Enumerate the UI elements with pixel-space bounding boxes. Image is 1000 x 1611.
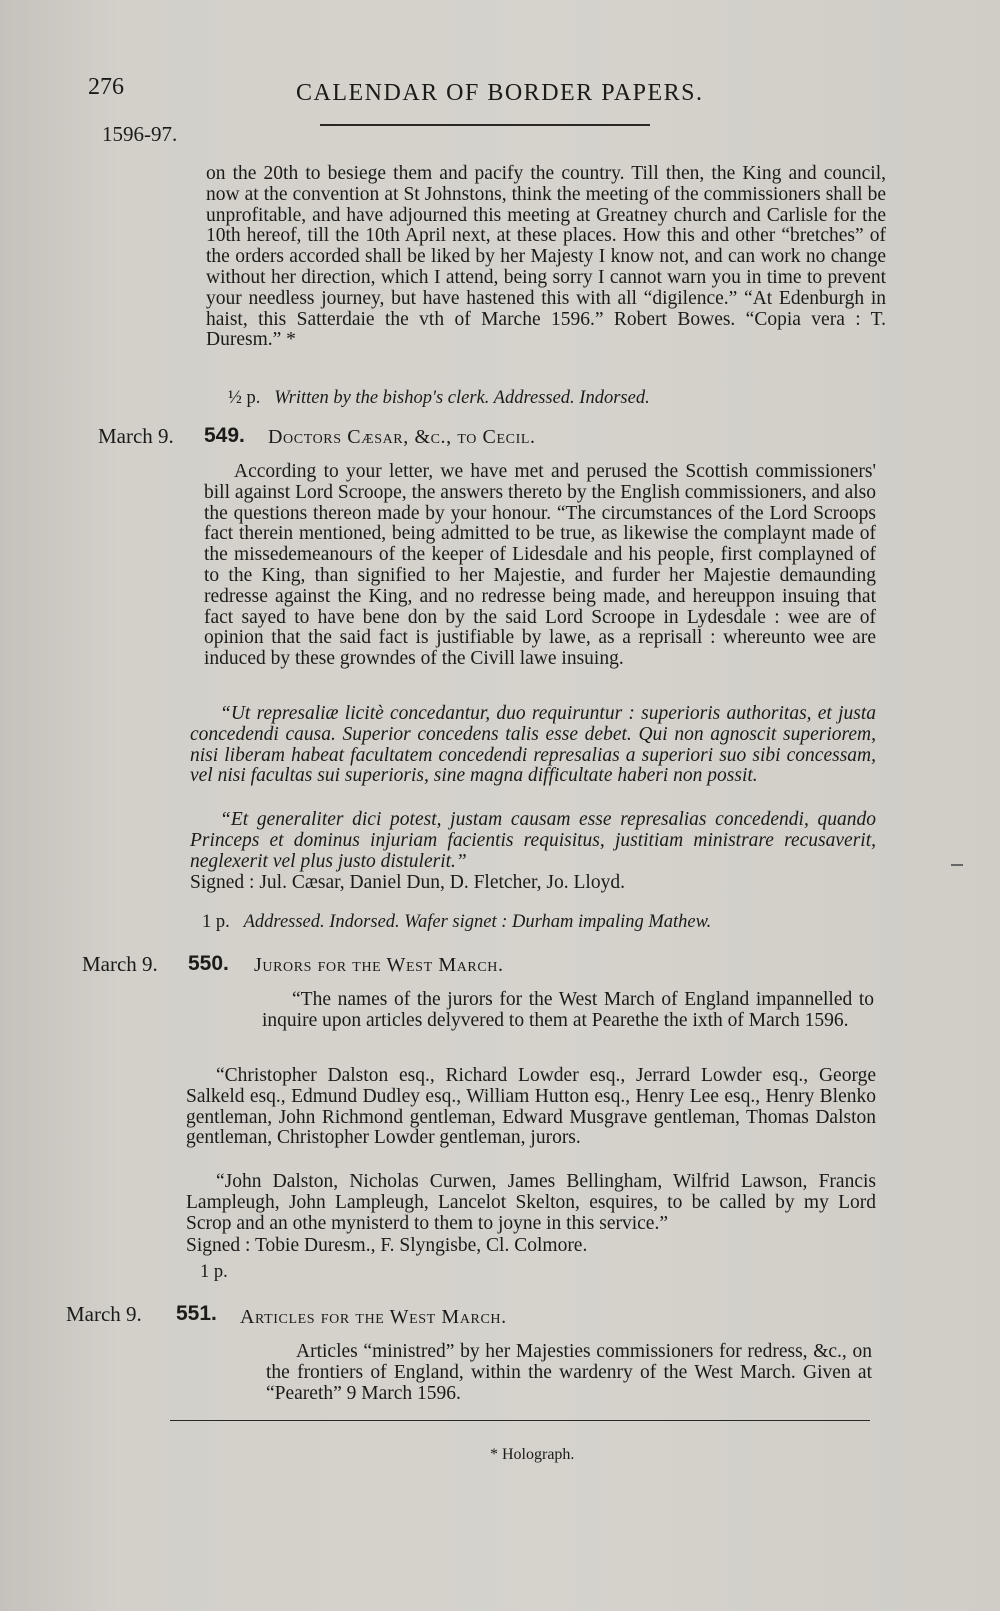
entry-paragraph: Articles “ministred” by her Majesties commissioners for redress, &c., on the frontiers of England, within the wardenry of the West March. Given at “Peareth” 9 March 1596. [266,1341,872,1404]
header-rule [320,124,650,126]
margin-mark [951,864,963,866]
juror-list: “Christopher Dalston esq., Richard Lowder esq., Jerrard Lowder esq., George Salkeld esq., Edmund Dudley esq., William Hutton esq., Henry Lee esq., Henry Blenko gentleman, John Richmond gentleman, Edward Musgrave gentleman, Thomas Dalston gentleman, Christopher Lowder gentleman, jurors. [186,1065,876,1149]
latin-quotation: “Et generaliter dici potest, justam causam esse represalias concedendi, quando Princeps et dominus injuriam facientis requisitus, justitiam ministrare recusaverit, neglexerit vel plus justo distulerit.” [190,809,876,872]
entry-number: 549. [204,424,245,447]
entry-note [200,1262,228,1283]
running-title: CALENDAR OF BORDER PAPERS. [296,80,704,106]
entry-note [202,912,711,933]
entry-paragraph: “John Dalston, Nicholas Curwen, James Bellingham, Wilfrid Lawson, Francis Lampleugh, John Lampleugh, Lancelot Skelton, esquires, to be called by my Lord Scrop and an othe mynisterd to them to joyne in this service.” [186,1171,876,1234]
signatories: Signed : Jul. Cæsar, Daniel Dun, D. Fletcher, Jo. Lloyd. [190,872,625,893]
entry-heading: Jurors for the West March. [254,954,504,976]
note-size: 1 p. [200,1262,228,1282]
latin-quotation: “Ut represaliæ licitè concedantur, duo requiruntur : superioris authoritas, et justa concedendi causa. Superior concedens talis esse debet. Qui non agnoscit superiorem, nisi liberam habeat facultatem concedendi represalias a superiori suo sibi concessam, vel nisi facultas sui superioris, sine magna difficultate haberi non possit. [190,703,876,787]
footnote-rule [170,1420,870,1421]
entry-date: March 9. [82,952,158,976]
continuation-paragraph: on the 20th to besiege them and pacify the country. Till then, the King and council, now at the convention at St Johnstons, think the meeting of the commissioners shall be unprofitable, and have adjourned this meeting at Greatney church and Carlisle for the 10th hereof, till the 10th April next, at these places. How this and other “bretches” of the orders accorded shall be liked by her Majesty I know not, and can work no change without her direction, which I attend, being sorry I cannot warn you in time to prevent your needless journey, but have hastened this with all “digilence.” “At Edenburgh in haist, this Satterdaie the vth of Marche 1596.” Robert Bowes. “Copia vera : T. Duresm.” * [206,163,886,351]
entry-date: March 9. [98,424,174,448]
continuation-note [228,388,650,409]
note-description: Addressed. Indorsed. Wafer signet : Durham impaling Mathew. [243,912,712,932]
signatories: Signed : Tobie Duresm., F. Slyngisbe, Cl. Colmore. [186,1235,588,1256]
entry-heading: Articles for the West March. [240,1306,507,1328]
entry-paragraph: According to your letter, we have met and perused the Scottish commissioners' bill against Lord Scroope, the answers thereto by the English commissioners, and also the questions thereon made by your honour. “The circumstances of the Lord Scroops fact therein mentioned, being admitted to be true, as likewise the complaynt made of the missedemeanours of the keeper of Lidesdale and his people, first complayned of to the King, than signified to her Majestie, and furder her Majestie demaunding redresse against the King, and no redresse being made, and hereuppon insuing that fact sayed to have bene don by the said Lord Scroope in Lydesdale : wee are of opinion that the said fact is justifiable by lawe, as a reprisall : whereunto wee are induced by these growndes of the Civill lawe insuing. [204,461,876,670]
entry-number: 550. [188,952,229,975]
note-description: Written by the bishop's clerk. Addressed. Indorsed. [274,388,650,408]
note-size: ½ p. [228,388,261,408]
page-number: 276 [88,74,124,100]
year-range: 1596-97. [102,122,178,146]
entry-number: 551. [176,1302,217,1325]
entry-heading: Doctors Cæsar, &c., to Cecil. [268,426,536,448]
footnote: * Holograph. [490,1446,575,1463]
entry-paragraph: “The names of the jurors for the West March of England impannelled to inquire upon articles delyvered to them at Pearethe the ixth of March 1596. [262,989,874,1031]
entry-date: March 9. [66,1302,142,1326]
note-size: 1 p. [202,912,230,932]
